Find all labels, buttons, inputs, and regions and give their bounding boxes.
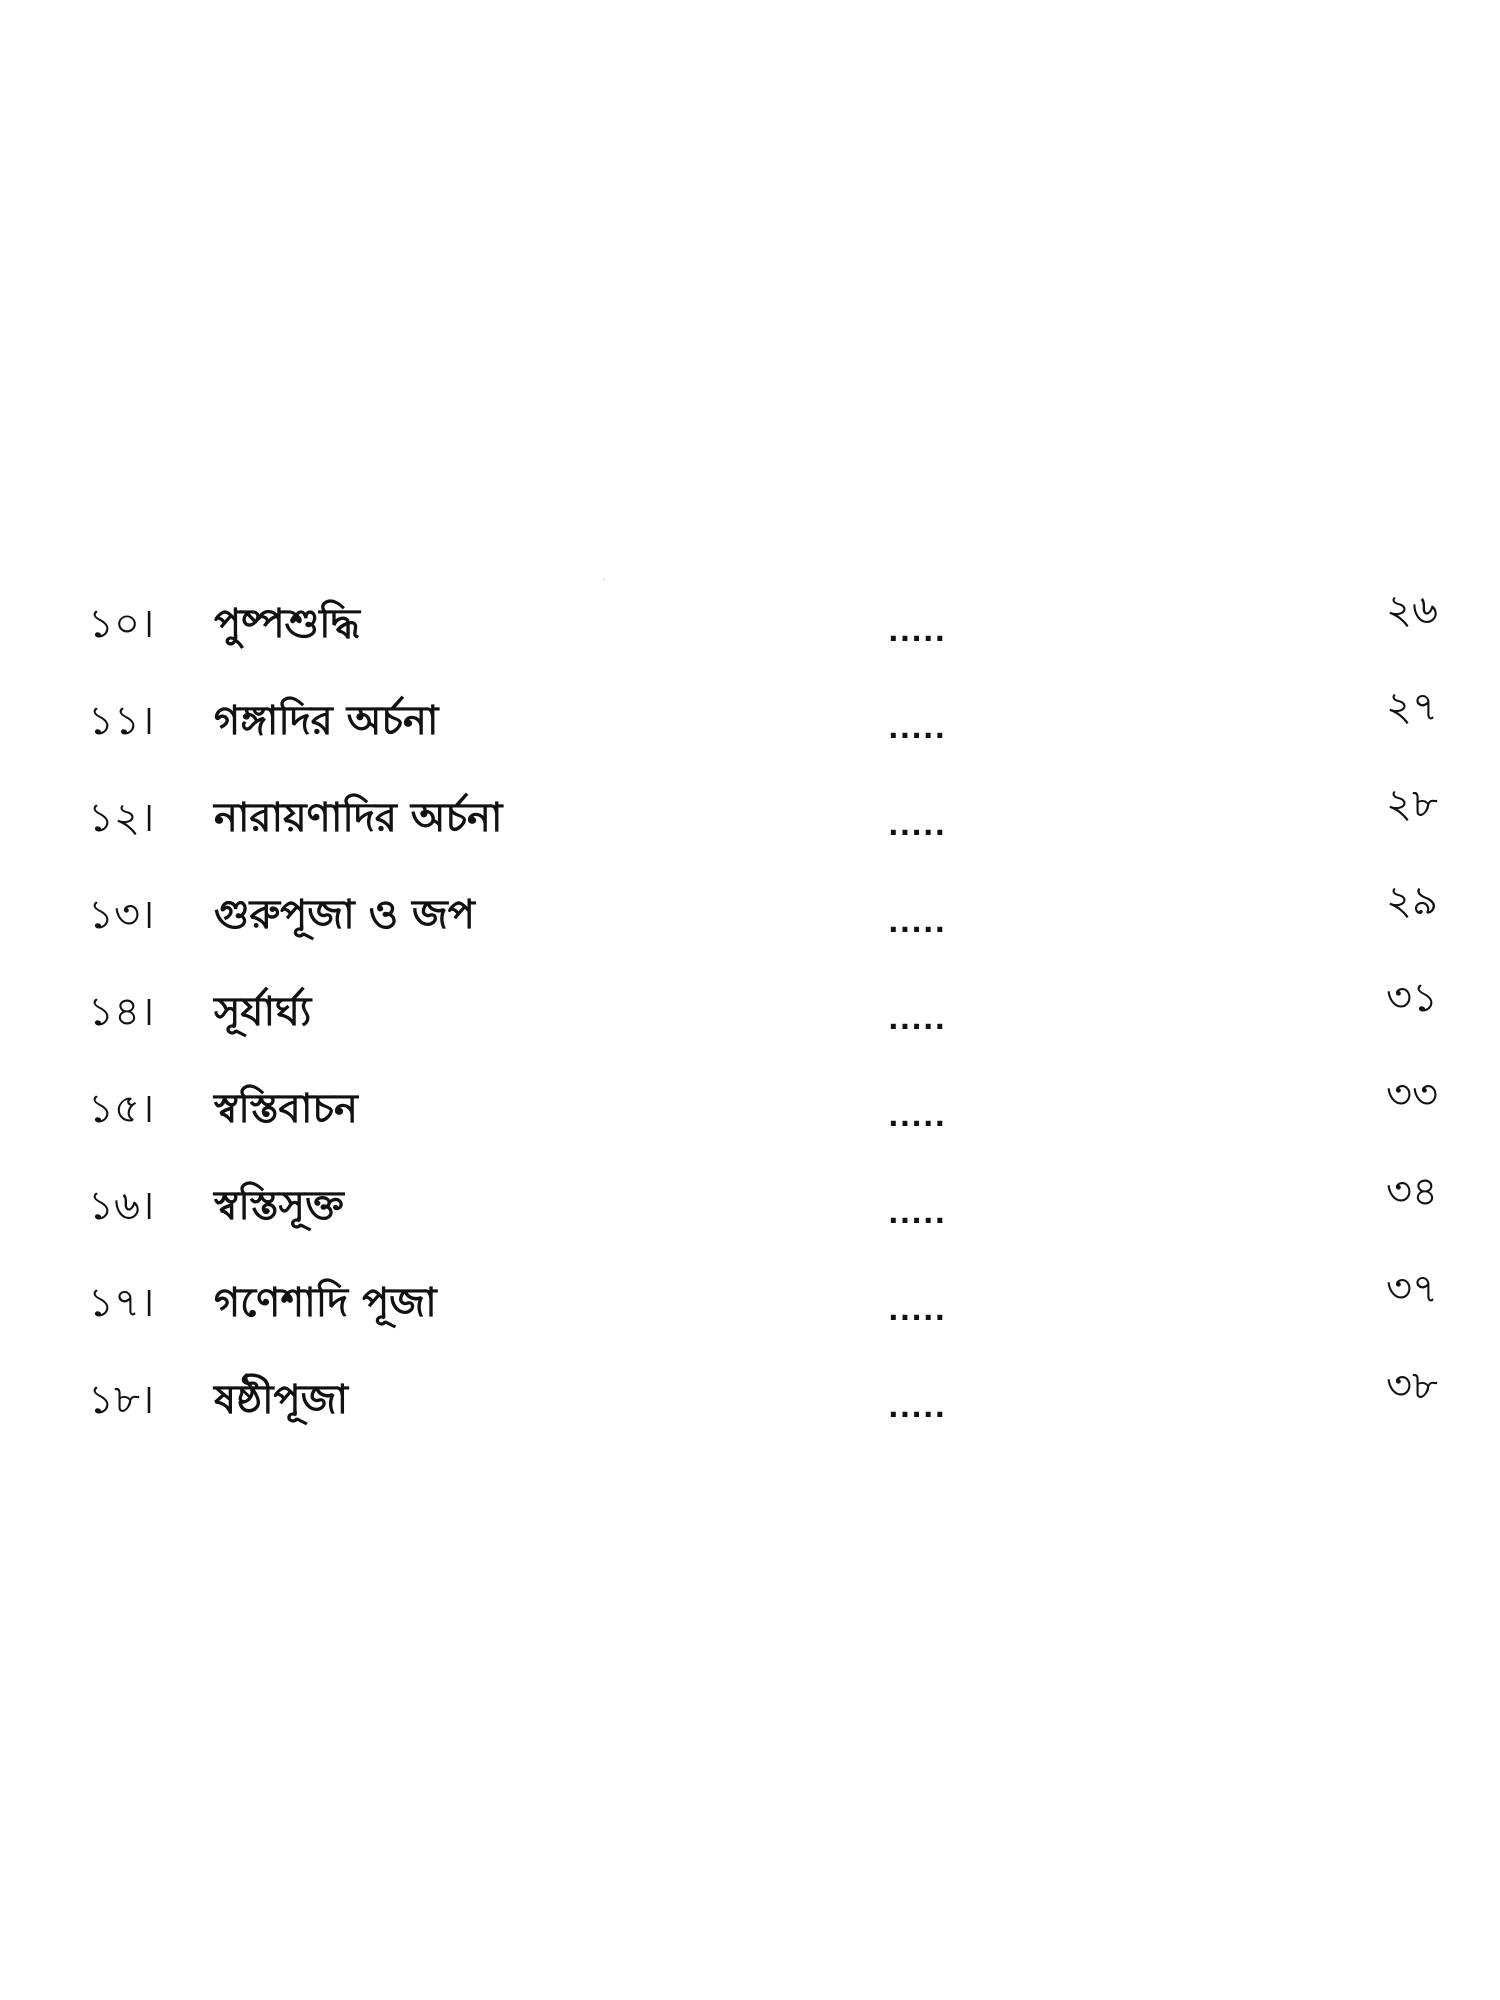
entry-title: সূর্যার্ঘ্য [214, 989, 312, 1035]
entry-title: স্বস্তিসূক্ত [214, 1183, 344, 1229]
entry-title: গঙ্গাদির অর্চনা [214, 698, 439, 744]
entry-title: স্বস্তিবাচন [214, 1086, 358, 1132]
page-number: ৩৮ [1386, 1363, 1438, 1409]
entry-number: ১৮। [88, 1377, 155, 1423]
toc-entry [0, 774, 1500, 871]
toc-entry [0, 1356, 1500, 1453]
entry-number: ১৪। [88, 989, 155, 1035]
toc-entry [0, 677, 1500, 774]
page-number: ৩৪ [1386, 1169, 1438, 1215]
page-number: ২৮ [1386, 781, 1438, 827]
page-number: ২৬ [1385, 587, 1438, 633]
entry-number: ১৬। [88, 1183, 155, 1229]
toc-entry [0, 580, 1500, 677]
page-number: ২৭ [1385, 684, 1438, 730]
entry-title: ষষ্ঠীপূজা [214, 1377, 349, 1423]
dot-leader: ..... [888, 1391, 947, 1424]
entry-number: ১৭। [88, 1280, 155, 1326]
toc-entry [0, 1259, 1500, 1356]
dot-leader: ..... [888, 1294, 947, 1327]
toc-entry [0, 968, 1500, 1065]
entry-title: নারায়ণাদির অর্চনা [214, 795, 503, 841]
toc-entry [0, 1162, 1500, 1259]
entry-number: ১৩। [88, 892, 155, 938]
entry-number: ১৫। [88, 1086, 155, 1132]
toc-entry [0, 871, 1500, 968]
dot-leader: ..... [888, 809, 947, 842]
page-number: ২৯ [1386, 878, 1438, 924]
entry-number: ১১। [88, 698, 155, 744]
entry-title: পুষ্পশুদ্ধি [214, 601, 360, 647]
dot-leader: ..... [888, 712, 947, 745]
dot-leader: ..... [888, 1100, 947, 1133]
page-number: ৩৩ [1385, 1072, 1438, 1118]
table-of-contents [0, 580, 1500, 1453]
entry-number: ১০। [88, 601, 155, 647]
page-number: ৩১ [1386, 975, 1438, 1021]
entry-title: গণেশাদি পূজা [214, 1280, 437, 1326]
dot-leader: ..... [888, 1003, 947, 1036]
dot-leader: ..... [888, 1197, 947, 1230]
toc-entry [0, 1065, 1500, 1162]
dot-leader: ..... [888, 615, 947, 648]
dot-leader: ..... [888, 906, 947, 939]
page-number: ৩৭ [1385, 1266, 1438, 1312]
entry-title: গুরুপূজা ও জপ [214, 892, 475, 938]
entry-number: ১২। [88, 795, 155, 841]
